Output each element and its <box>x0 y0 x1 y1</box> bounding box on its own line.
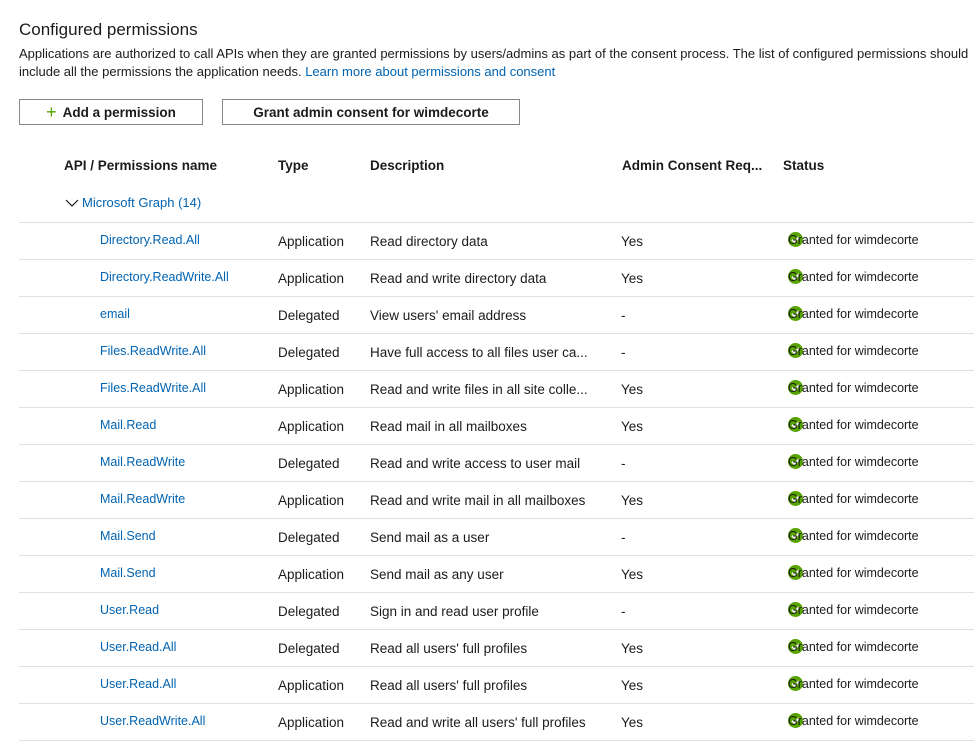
status-badge <box>788 454 919 469</box>
admin-consent-required: Yes <box>621 641 644 656</box>
header-status[interactable]: Status <box>783 158 825 173</box>
permission-name-link[interactable]: Mail.Send <box>100 529 156 543</box>
group-toggle[interactable] <box>64 195 201 210</box>
table-row <box>19 555 974 592</box>
permission-description: Read all users' full profiles <box>370 641 528 656</box>
status-text: Granted for wimdecorte <box>788 454 919 469</box>
permission-description: Have full access to all files user ca... <box>370 345 588 360</box>
status-text: Granted for wimdecorte <box>788 639 919 654</box>
permission-description: Send mail as any user <box>370 567 504 582</box>
status-badge <box>788 343 919 358</box>
status-badge <box>788 602 919 617</box>
permission-name-link[interactable]: User.Read.All <box>100 677 177 691</box>
permission-name-link[interactable]: Files.ReadWrite.All <box>100 381 207 395</box>
permission-type: Application <box>278 493 345 508</box>
permission-type: Delegated <box>278 604 340 619</box>
table-row <box>19 296 974 333</box>
status-badge <box>788 676 919 691</box>
add-permission-label: Add a permission <box>62 104 176 120</box>
header-name[interactable]: API / Permissions name <box>64 158 218 173</box>
description-text: Applications are authorized to call APIs when they are granted permissions by users/admins as part of the consent process. The list of configured permissions should include all the permissions the application needs. <box>19 46 969 79</box>
table-row <box>19 333 974 370</box>
permission-name-link[interactable]: User.ReadWrite.All <box>100 714 206 728</box>
status-badge <box>788 528 919 543</box>
permission-name-link[interactable]: email <box>100 307 130 321</box>
status-text: Granted for wimdecorte <box>788 491 919 506</box>
permission-description: Read and write all users' full profiles <box>370 715 586 730</box>
admin-consent-required: Yes <box>621 715 644 730</box>
permission-name-link[interactable]: Directory.ReadWrite.All <box>100 270 229 284</box>
admin-consent-required: - <box>621 308 626 323</box>
permission-type: Delegated <box>278 641 340 656</box>
table-row <box>19 703 974 741</box>
status-text: Granted for wimdecorte <box>788 528 919 543</box>
permission-name-link[interactable]: Directory.Read.All <box>100 233 200 247</box>
permission-type: Application <box>278 234 345 249</box>
admin-consent-required: Yes <box>621 382 644 397</box>
learn-more-link[interactable]: Learn more about permissions and consent <box>305 64 556 79</box>
admin-consent-required: - <box>621 530 626 545</box>
permission-description: Read mail in all mailboxes <box>370 419 527 434</box>
table-row <box>19 370 974 407</box>
admin-consent-required: Yes <box>621 678 644 693</box>
permission-description: Read and write access to user mail <box>370 456 581 471</box>
table-row <box>19 629 974 666</box>
status-badge <box>788 380 919 395</box>
admin-consent-required: Yes <box>621 419 644 434</box>
permission-type: Delegated <box>278 456 340 471</box>
admin-consent-required: - <box>621 456 626 471</box>
table-row <box>19 407 974 444</box>
permission-name-link[interactable]: Mail.Send <box>100 566 156 580</box>
group-label: Microsoft Graph (14) <box>82 195 202 210</box>
permission-name-link[interactable]: Files.ReadWrite.All <box>100 344 207 358</box>
status-text: Granted for wimdecorte <box>788 565 919 580</box>
status-badge <box>788 232 919 247</box>
add-permission-button[interactable] <box>19 99 203 125</box>
table-header <box>0 148 974 184</box>
status-text: Granted for wimdecorte <box>788 380 919 395</box>
permission-description: Read and write mail in all mailboxes <box>370 493 586 508</box>
permission-name-link[interactable]: Mail.Read <box>100 418 157 432</box>
permission-type: Application <box>278 271 345 286</box>
status-text: Granted for wimdecorte <box>788 417 919 432</box>
permission-type: Delegated <box>278 308 340 323</box>
status-text: Granted for wimdecorte <box>788 602 919 617</box>
admin-consent-required: Yes <box>621 493 644 508</box>
permission-type: Delegated <box>278 530 340 545</box>
table-row <box>19 222 974 259</box>
table-row <box>19 592 974 629</box>
status-badge <box>788 269 919 284</box>
permission-description: Send mail as a user <box>370 530 490 545</box>
status-text: Granted for wimdecorte <box>788 232 919 247</box>
permission-description: Sign in and read user profile <box>370 604 539 619</box>
table-row <box>19 666 974 703</box>
status-badge <box>788 639 919 654</box>
status-badge <box>788 306 919 321</box>
page-description <box>19 45 974 81</box>
group-row-microsoft-graph <box>0 186 974 222</box>
header-admin-consent[interactable]: Admin Consent Req... <box>622 158 763 173</box>
grant-admin-consent-button[interactable]: Grant admin consent for wimdecorte <box>222 99 520 125</box>
admin-consent-required: Yes <box>621 271 644 286</box>
permission-type: Application <box>278 382 345 397</box>
permission-type: Application <box>278 567 345 582</box>
permission-type: Application <box>278 715 345 730</box>
permission-description: Read all users' full profiles <box>370 678 528 693</box>
table-row <box>19 518 974 555</box>
status-text: Granted for wimdecorte <box>788 343 919 358</box>
permission-name-link[interactable]: Mail.ReadWrite <box>100 492 186 506</box>
permission-type: Application <box>278 678 345 693</box>
table-row <box>19 444 974 481</box>
admin-consent-required: - <box>621 604 626 619</box>
permission-description: Read and write directory data <box>370 271 547 286</box>
status-badge <box>788 565 919 580</box>
admin-consent-required: Yes <box>621 234 644 249</box>
permission-name-link[interactable]: Mail.ReadWrite <box>100 455 186 469</box>
status-text: Granted for wimdecorte <box>788 306 919 321</box>
table-row <box>19 259 974 296</box>
permission-type: Delegated <box>278 345 340 360</box>
table-row <box>19 481 974 518</box>
status-badge <box>788 417 919 432</box>
status-text: Granted for wimdecorte <box>788 676 919 691</box>
status-badge <box>788 713 919 728</box>
header-description[interactable]: Description <box>370 158 445 173</box>
permission-description: Read directory data <box>370 234 488 249</box>
status-badge <box>788 491 919 506</box>
chevron-down-icon <box>64 197 80 209</box>
permission-description: Read and write files in all site colle... <box>370 382 588 397</box>
status-text: Granted for wimdecorte <box>788 713 919 728</box>
permission-type: Application <box>278 419 345 434</box>
admin-consent-required: Yes <box>621 567 644 582</box>
admin-consent-required: - <box>621 345 626 360</box>
page-title: Configured permissions <box>19 20 198 40</box>
permission-name-link[interactable]: User.Read <box>100 603 160 617</box>
plus-icon: + <box>46 102 57 122</box>
permission-description: View users' email address <box>370 308 527 323</box>
status-text: Granted for wimdecorte <box>788 269 919 284</box>
permission-name-link[interactable]: User.Read.All <box>100 640 177 654</box>
header-type[interactable]: Type <box>278 158 309 173</box>
